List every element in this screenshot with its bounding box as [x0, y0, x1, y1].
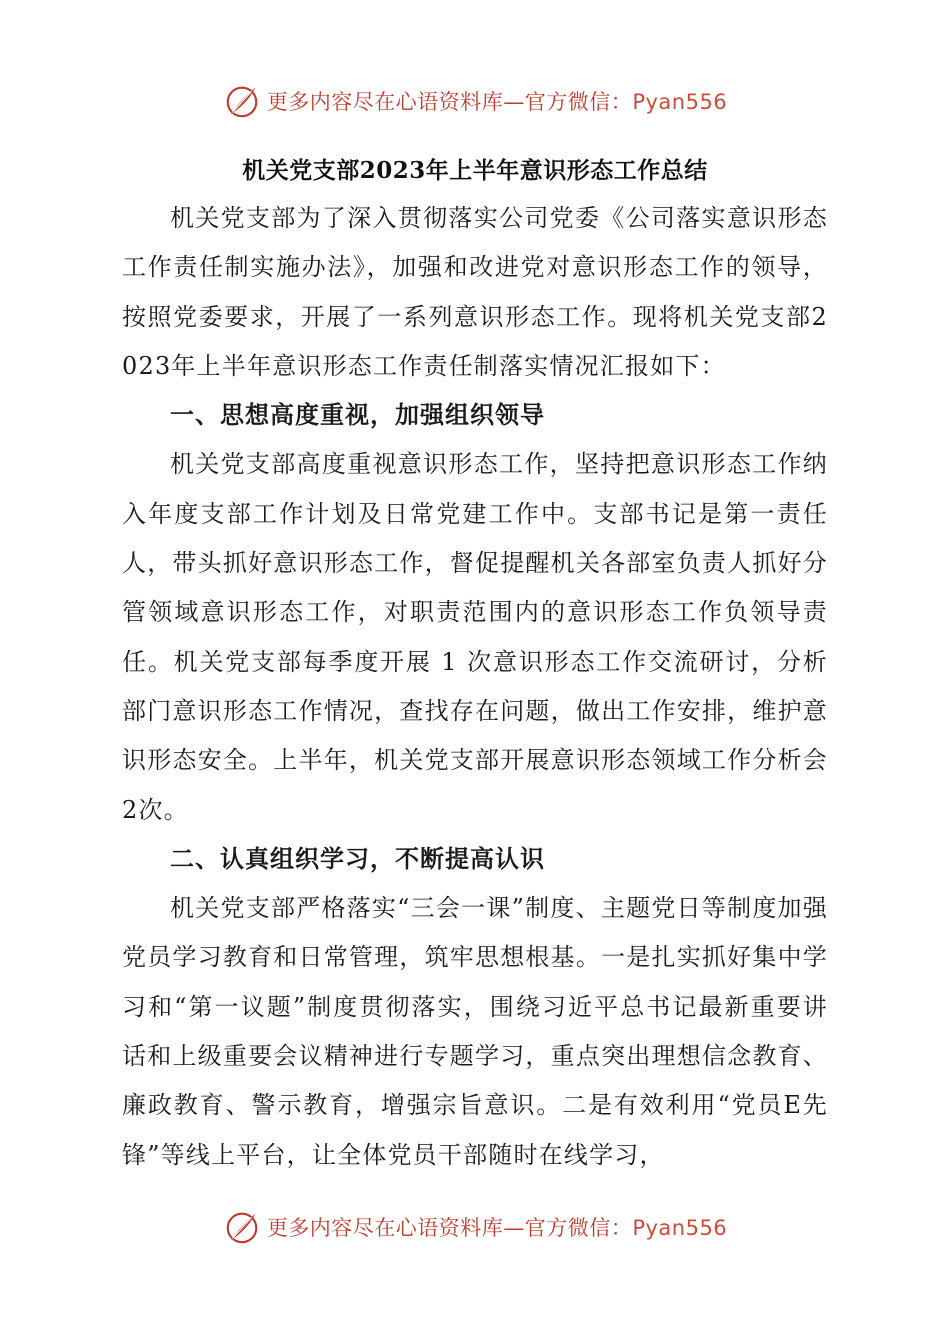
wechat-id: Pyan556 [632, 90, 728, 114]
section-body-2: 机关党支部严格落实“三会一课”制度、主题党日等制度加强党员学习教育和日常管理，筑牢思想根基。一是扎实抓好集中学习和“第一议题”制度贯彻落实，围绕习近平总书记最新重要讲话和上级重要会议精神进行专题学习，重点突出理想信念教育、廉政教育、警示教育，增强宗旨意识。二是有效利用“党员E先锋”等线上平台，让全体党员干部随时在线学习， [122, 894, 828, 1169]
section-heading-2: 二、认真组织学习，不断提高认识 [170, 844, 545, 873]
watermark-footer [0, 1208, 950, 1246]
document-body [122, 194, 828, 1180]
watermark-text: 更多内容尽在心语资料库—官方微信：Pyan556 [266, 90, 728, 114]
watermark-header [0, 82, 950, 120]
watermark-text: 更多内容尽在心语资料库—官方微信：Pyan556 [266, 1216, 728, 1240]
section-heading-1: 一、思想高度重视，加强组织领导 [170, 401, 545, 430]
document-title: 机关党支部2023年上半年意识形态工作总结 [242, 157, 708, 184]
intro-paragraph: 机关党支部为了深入贯彻落实公司党委《公司落实意识形态工作责任制实施办法》，加强和改进党对意识形态工作的领导，按照党委要求，开展了一系列意识形态工作。现将机关党支部2023年上半年意识形态工作责任制落实情况汇报如下： [122, 204, 828, 380]
wechat-id: Pyan556 [632, 1216, 728, 1240]
feather-pen-logo-icon [223, 82, 261, 120]
section-body-1: 机关党支部高度重视意识形态工作，坚持把意识形态工作纳入年度支部工作计划及日常党建工作中。支部书记是第一责任人，带头抓好意识形态工作，督促提醒机关各部室负责人抓好分管领域意识形态工作，对职责范围内的意识形态工作负领导责任。机关党支部每季度开展 1 次意识形态工作交流研讨，分析部门意识形态工作情况，查找存在问题，做出工作安排，维护意识形态安全。上半年，机关党支部开展意识形态领域工作分析会2次。 [122, 450, 828, 824]
feather-pen-logo-icon [223, 1208, 261, 1246]
